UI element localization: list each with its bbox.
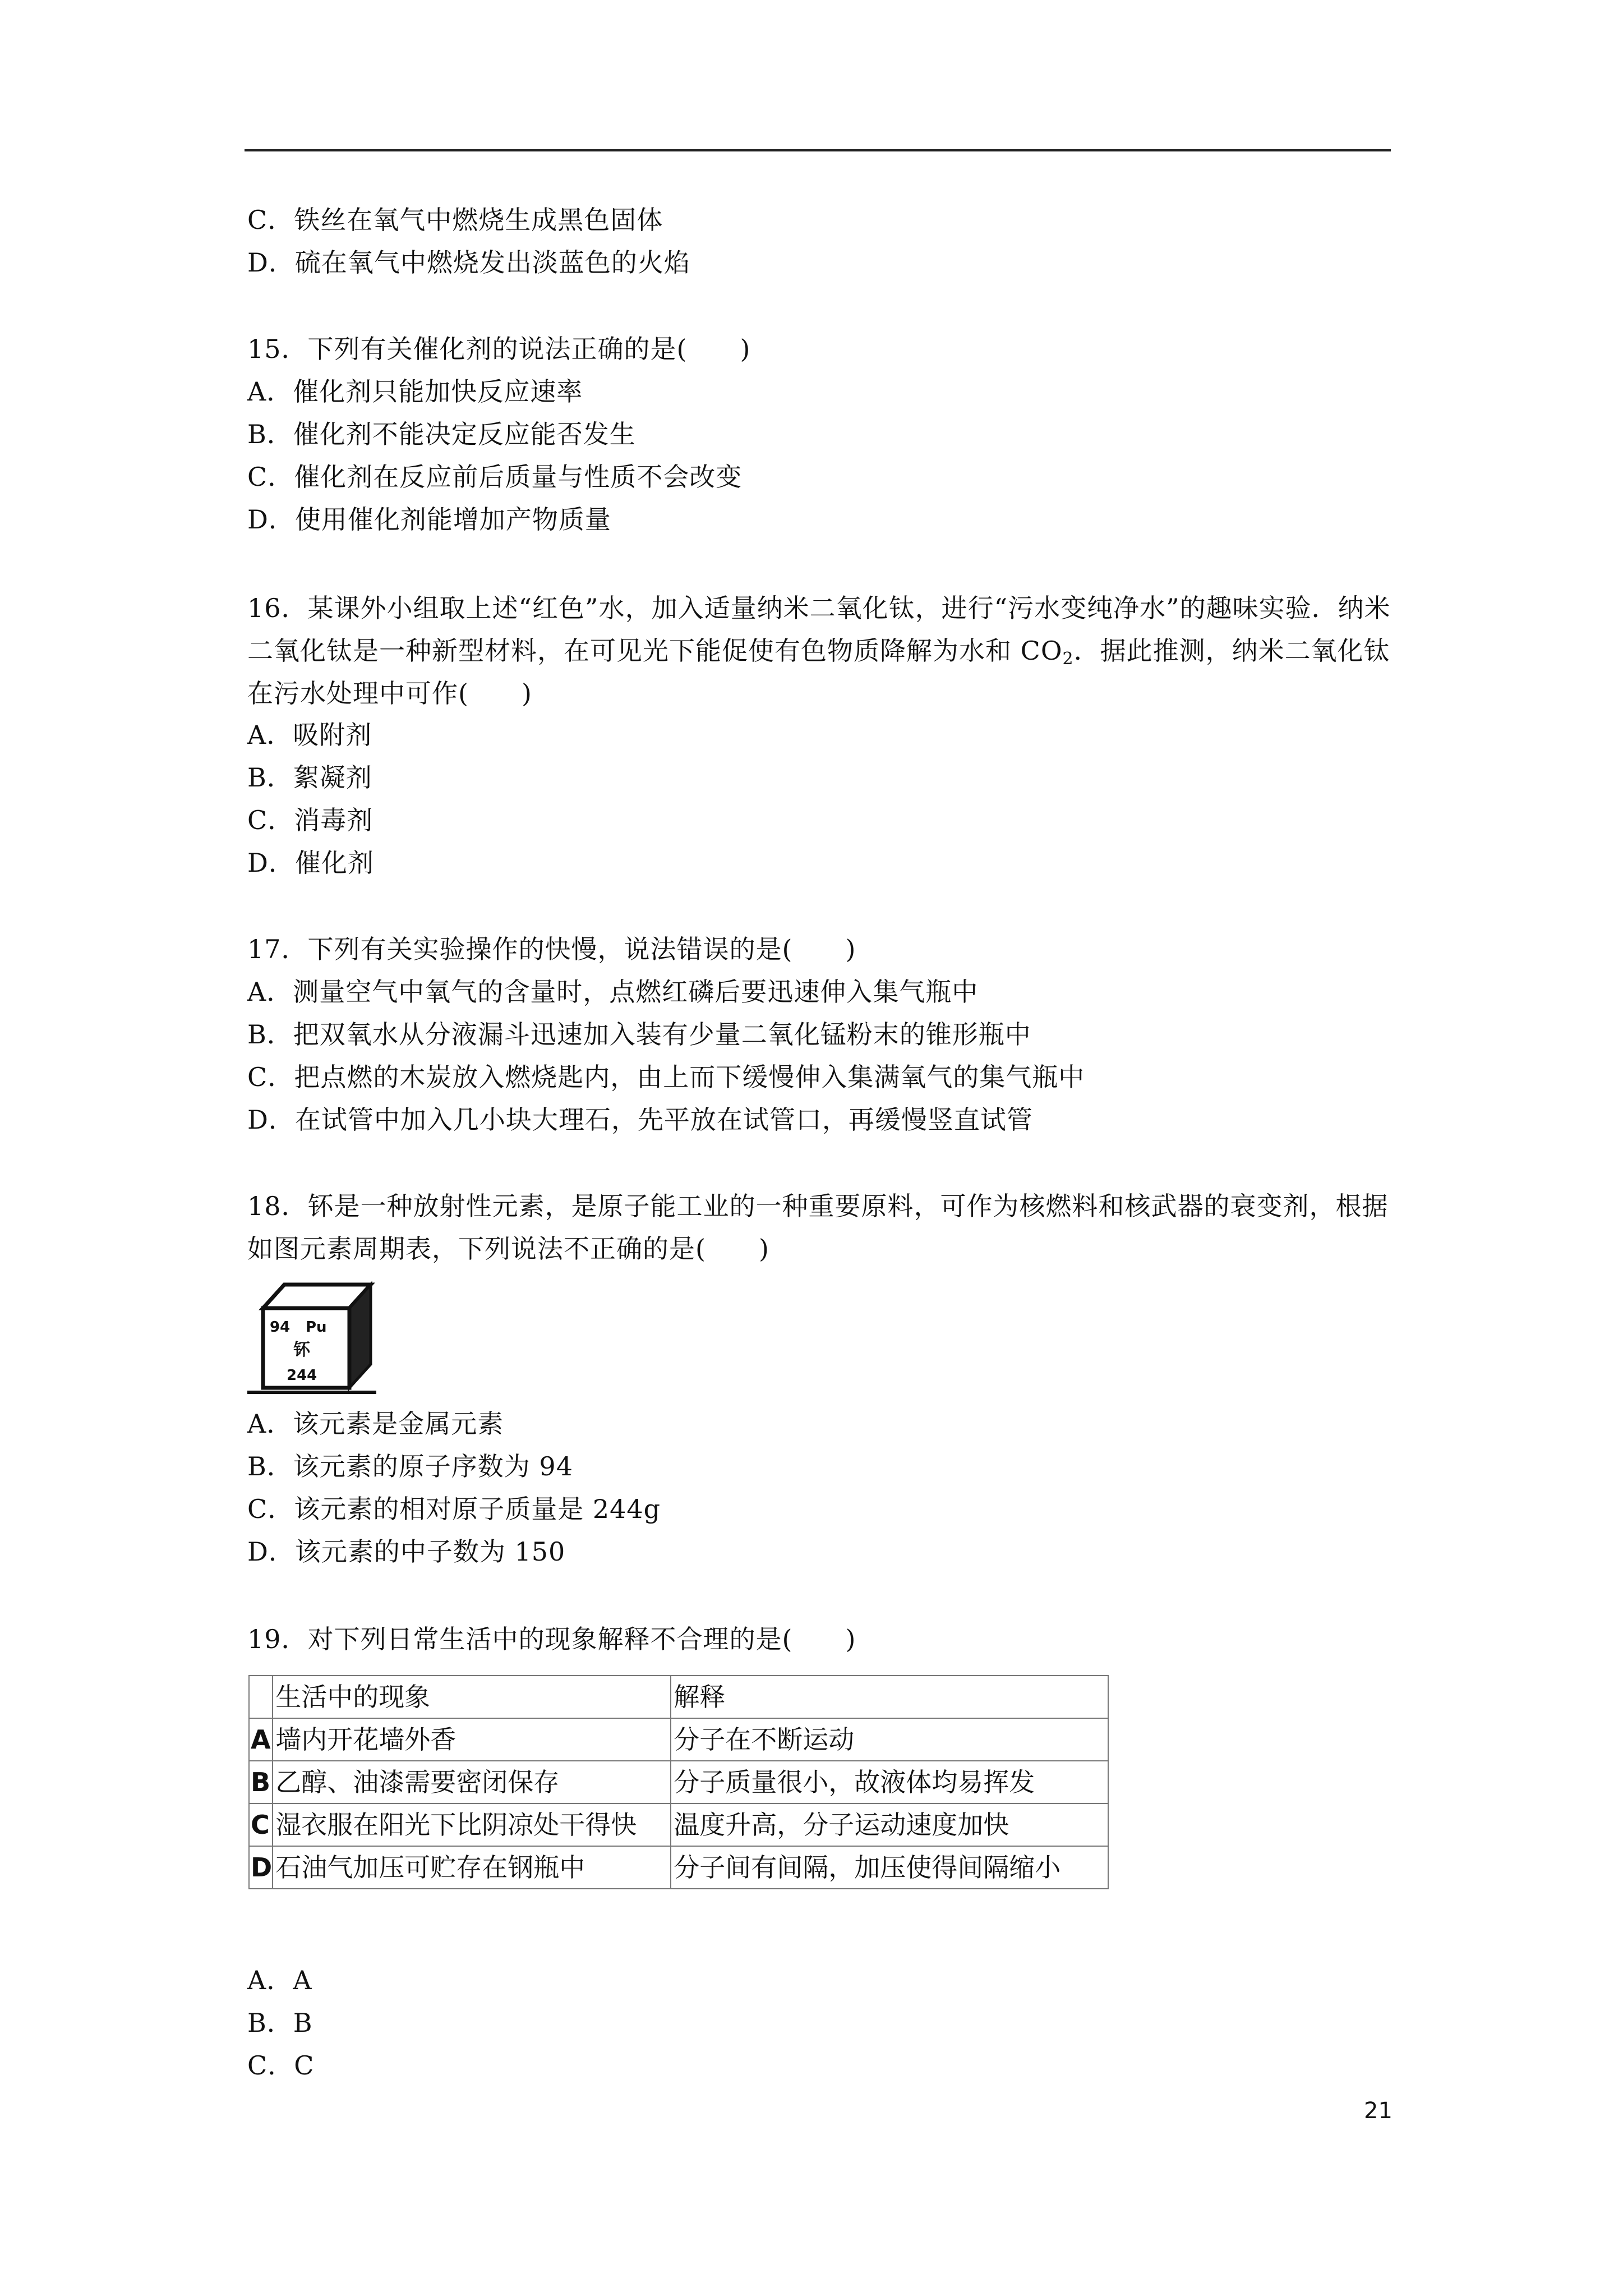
table-row — [249, 1846, 1108, 1889]
q18-option-c: C．该元素的相对原子质量是 244g — [247, 1494, 661, 1524]
q15-option-a: A．催化剂只能加快反应速率 — [247, 376, 583, 407]
table-cell-label: B — [249, 1761, 273, 1803]
element-name: 钚 — [293, 1340, 310, 1360]
q17-option-a: A．测量空气中氧气的含量时，点燃红磷后要迅速伸入集气瓶中 — [247, 977, 979, 1007]
table-header-row — [249, 1676, 1108, 1718]
q19-option-a: A．A — [247, 1965, 312, 1995]
table-cell-explanation: 温度升高，分子运动速度加快 — [671, 1803, 1108, 1846]
table-cell-phenomenon: 墙内开花墙外香 — [273, 1718, 671, 1761]
q18-stem: 18．钚是一种放射性元素，是原子能工业的一种重要原料，可作为核燃料和核武器的衰变剂，根据如图元素周期表，下列说法不正确的是( ) — [247, 1191, 1389, 1264]
q16-option-a: A．吸附剂 — [247, 720, 372, 750]
table-cell-explanation: 分子在不断运动 — [671, 1718, 1108, 1761]
q19-stem: 19．对下列日常生活中的现象解释不合理的是( ) — [247, 1624, 856, 1654]
q19-option-b: B．B — [247, 2008, 313, 2038]
q15-option-b: B．催化剂不能决定反应能否发生 — [247, 419, 636, 449]
table-cell-explanation: 分子质量很小，故液体均易挥发 — [671, 1761, 1108, 1803]
q17-stem: 17．下列有关实验操作的快慢，说法错误的是( ) — [247, 934, 856, 964]
table-cell-label: C — [249, 1803, 273, 1846]
table-cell-label: D — [249, 1846, 273, 1889]
table-cell-phenomenon: 湿衣服在阳光下比阴凉处干得快 — [273, 1803, 671, 1846]
table-row — [249, 1718, 1108, 1761]
q19-option-c: C．C — [247, 2050, 315, 2081]
q15-stem: 15．下列有关催化剂的说法正确的是( ) — [247, 334, 751, 364]
q16-option-c: C．消毒剂 — [247, 805, 374, 835]
table-cell-phenomenon: 石油气加压可贮存在钢瓶中 — [273, 1846, 671, 1889]
q17-option-b: B．把双氧水从分液漏斗迅速加入装有少量二氧化锰粉末的锥形瓶中 — [247, 1019, 1031, 1050]
q16-co2-subscript: 2 — [1062, 649, 1074, 669]
element-cell-figure — [247, 1280, 376, 1395]
table-header-cell — [249, 1676, 273, 1718]
q16-stem-part2: ．据此推测，纳米二氧化钛在污水处理中可作( ) — [247, 636, 1390, 708]
table-row — [249, 1761, 1108, 1803]
table-header-cell: 解释 — [671, 1676, 1108, 1718]
table-cell-label: A — [249, 1718, 273, 1761]
table-cell-phenomenon: 乙醇、油漆需要密闭保存 — [273, 1761, 671, 1803]
table-row — [249, 1803, 1108, 1846]
q17-option-c: C．把点燃的木炭放入燃烧匙内，由上而下缓慢伸入集满氧气的集气瓶中 — [247, 1062, 1085, 1092]
q18-option-d: D．该元素的中子数为 150 — [247, 1536, 566, 1567]
q16-stem — [247, 587, 1391, 715]
table-header-cell: 生活中的现象 — [273, 1676, 671, 1718]
q18-option-a: A．该元素是金属元素 — [247, 1409, 504, 1439]
phenomenon-explanation-table — [248, 1675, 1109, 1889]
page-number: 21 — [1364, 2098, 1393, 2124]
q15-option-d: D．使用催化剂能增加产物质量 — [247, 504, 611, 535]
element-symbol: Pu — [306, 1319, 327, 1336]
q16-option-d: D．催化剂 — [247, 848, 374, 878]
q14-option-c: C．铁丝在氧气中燃烧生成黑色固体 — [247, 205, 663, 235]
table-cell-explanation: 分子间有间隔，加压使得间隔缩小 — [671, 1846, 1108, 1889]
header-rule — [245, 149, 1391, 151]
element-cube-drawing — [247, 1280, 376, 1395]
q15-option-c: C．催化剂在反应前后质量与性质不会改变 — [247, 462, 743, 492]
q17-option-d: D．在试管中加入几小块大理石，先平放在试管口，再缓慢竖直试管 — [247, 1105, 1033, 1135]
element-atomic-mass: 244 — [287, 1367, 317, 1384]
q16-stem-part1: 16．某课外小组取上述“红色”水，加入适量纳米二氧化钛，进行“污水变纯净水”的趣味实验．纳米二氧化钛是一种新型材料，在可见光下能促使有色物质降解为水和 CO — [247, 593, 1391, 666]
q14-option-d: D．硫在氧气中燃烧发出淡蓝色的火焰 — [247, 247, 690, 278]
element-atomic-number: 94 — [270, 1319, 291, 1336]
q16-option-b: B．絮凝剂 — [247, 762, 372, 793]
q18-option-b: B．该元素的原子序数为 94 — [247, 1451, 573, 1481]
